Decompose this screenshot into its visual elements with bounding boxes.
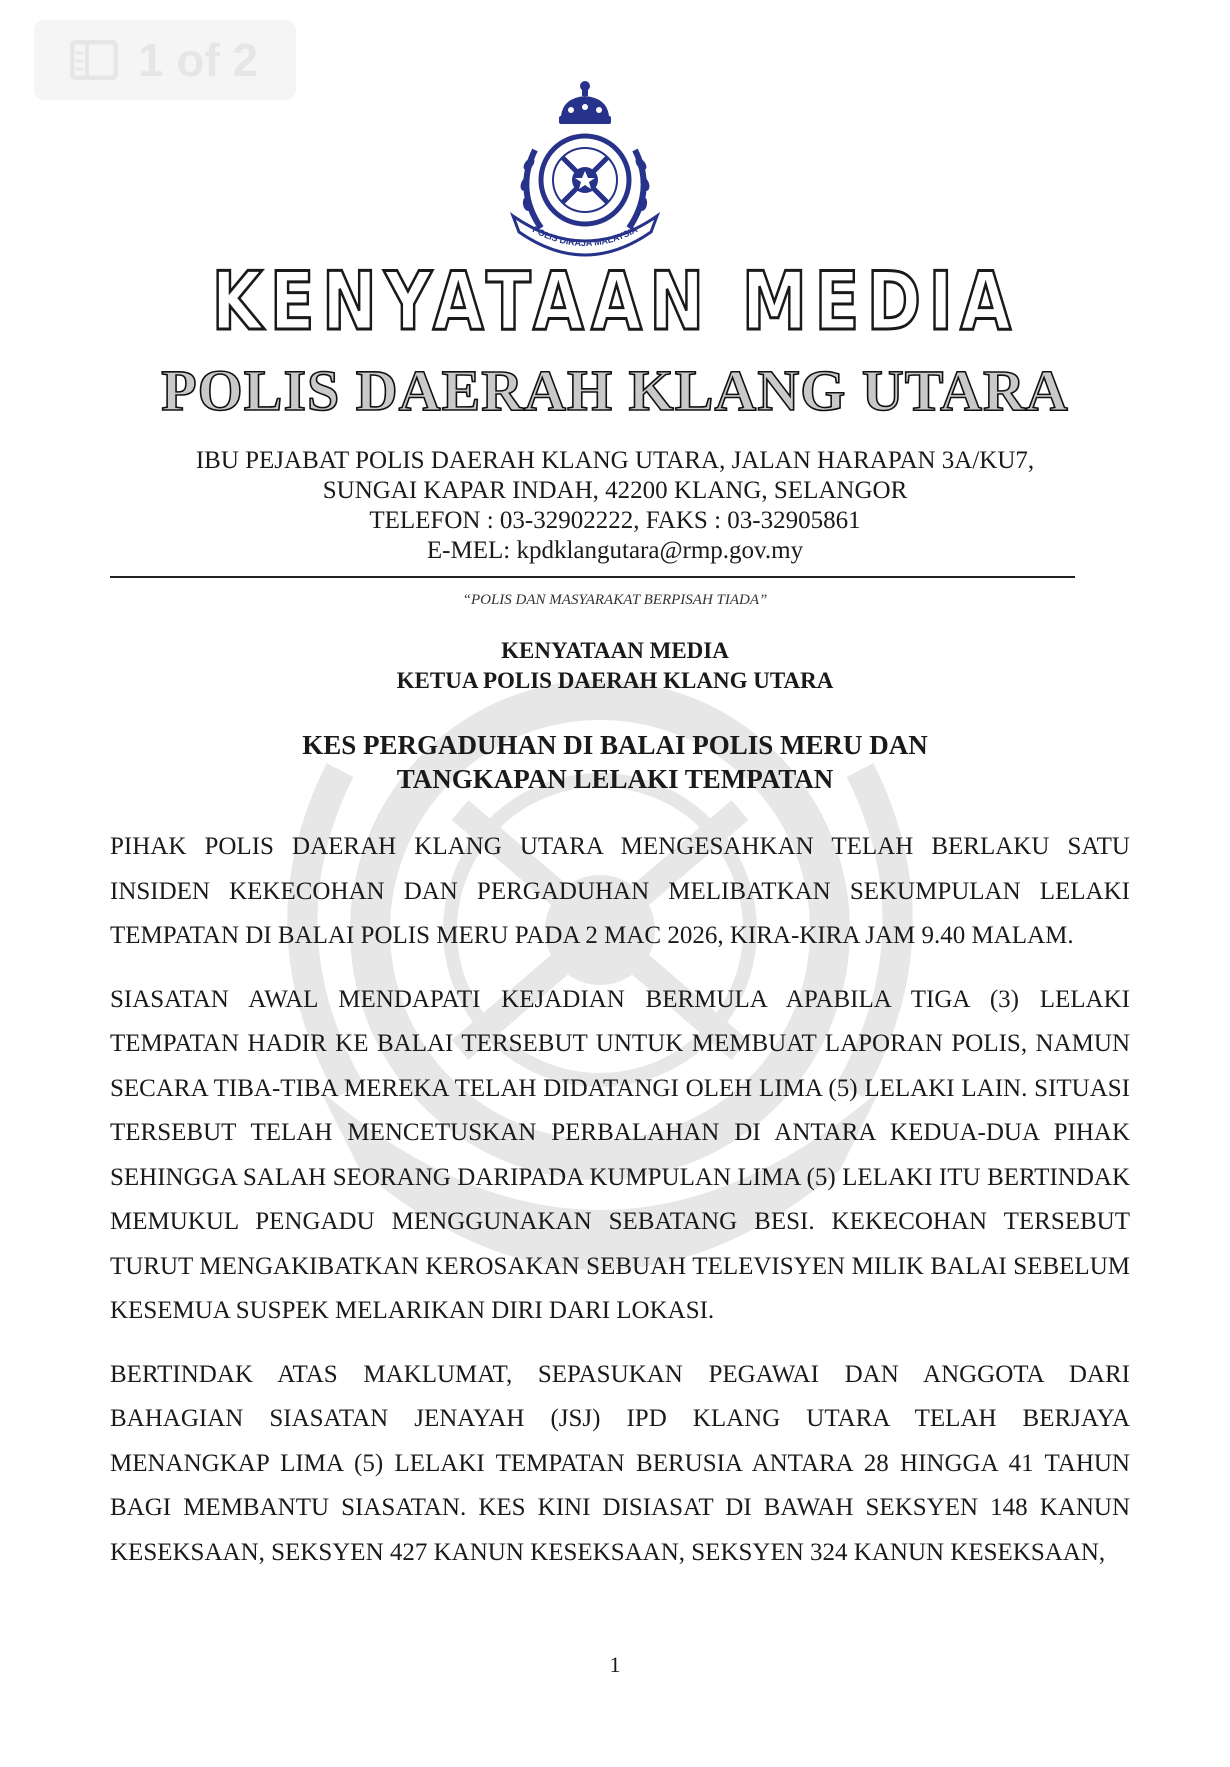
crest-ribbon-text: POLIS DIRAJA MALAYSIA: [530, 224, 640, 249]
body-paragraph: SIASATAN AWAL MENDAPATI KEJADIAN BERMULA APABILA TIGA (3) LELAKI TEMPATAN HADIR KE BALAI TERSEBUT UNTUK MEMBUAT LAPORAN POLIS, NAMUN SECARA TIBA-TIBA MEREKA TELAH DIDATANGI OLEH LIMA (5) LELAKI LAIN. SITUASI TERSEBUT TELAH MENCETUSKAN PERBALAHAN DI ANTARA KEDUA-DUA PIHAK SEHINGGA SALAH SEORANG DARIPADA KUMPULAN LIMA (5) LELAKI ITU BERTINDAK MEMUKUL PENGADU MENGGUNAKAN SEBATANG BESI. KEKECOHAN TERSEBUT TURUT MENGAKIBATKAN KEROSAKAN SEBUAH TELEVISYEN MILIK BALAI SEBELUM KESEMUA SUSPEK MELARIKAN DIRI DARI LOKASI.: [110, 985, 1130, 1324]
heading-line: KENYATAAN MEDIA: [501, 638, 729, 663]
subject-line: TANGKAPAN LELAKI TEMPATAN: [396, 764, 834, 794]
page-indicator-text: 1 of 2: [138, 34, 259, 86]
statement-subject: [0, 728, 1230, 796]
heading-line: KETUA POLIS DAERAH KLANG UTARA: [396, 668, 834, 693]
subject-line: KES PERGADUHAN DI BALAI POLIS MERU DAN: [302, 730, 928, 760]
police-crest-icon: [505, 80, 665, 258]
phone-fax-line: TELEFON : 03-32902222, FAKS : 03-32905861: [369, 507, 861, 534]
document-title: KENYATAAN MEDIA: [211, 255, 1019, 348]
body-paragraph: PIHAK POLIS DAERAH KLANG UTARA MENGESAHKAN TELAH BERLAKU SATU INSIDEN KEKECOHAN DAN PERGADUHAN MELIBATKAN SEKUMPULAN LELAKI TEMPATAN DI BALAI POLIS MERU PADA 2 MAC 2026, KIRA-KIRA JAM 9.40 MALAM.: [110, 833, 1130, 949]
address-line: SUNGAI KAPAR INDAH, 42200 KLANG, SELANGOR: [322, 477, 908, 504]
letterhead-divider: [110, 576, 1075, 578]
page-number: 1: [609, 1652, 621, 1677]
page-indicator: [34, 20, 296, 100]
statement-body: [110, 825, 1130, 1594]
page-view-icon: [70, 40, 118, 80]
motto: “POLIS DAN MASYARAKAT BERPISAH TIADA”: [462, 592, 768, 608]
address-block: [0, 446, 1230, 566]
body-paragraph: BERTINDAK ATAS MAKLUMAT, SEPASUKAN PEGAWAI DAN ANGGOTA DARI BAHAGIAN SIASATAN JENAYAH (JSJ) IPD KLANG UTARA TELAH BERJAYA MENANGKAP LIMA (5) LELAKI TEMPATAN BERUSIA ANTARA 28 HINGGA 41 TAHUN BAGI MEMBANTU SIASATAN. KES KINI DISIASAT DI BAWAH SEKSYEN 148 KANUN KESEKSAAN, SEKSYEN 427 KANUN KESEKSAAN, SEKSYEN 324 KANUN KESEKSAAN,: [110, 1360, 1130, 1566]
email-line: E-MEL: kpdklangutara@rmp.gov.my: [426, 537, 804, 564]
address-line: IBU PEJABAT POLIS DAERAH KLANG UTARA, JALAN HARAPAN 3A/KU7,: [195, 447, 1035, 474]
statement-heading: [0, 636, 1230, 696]
organisation-name: POLIS DAERAH KLANG UTARA: [161, 358, 1069, 423]
